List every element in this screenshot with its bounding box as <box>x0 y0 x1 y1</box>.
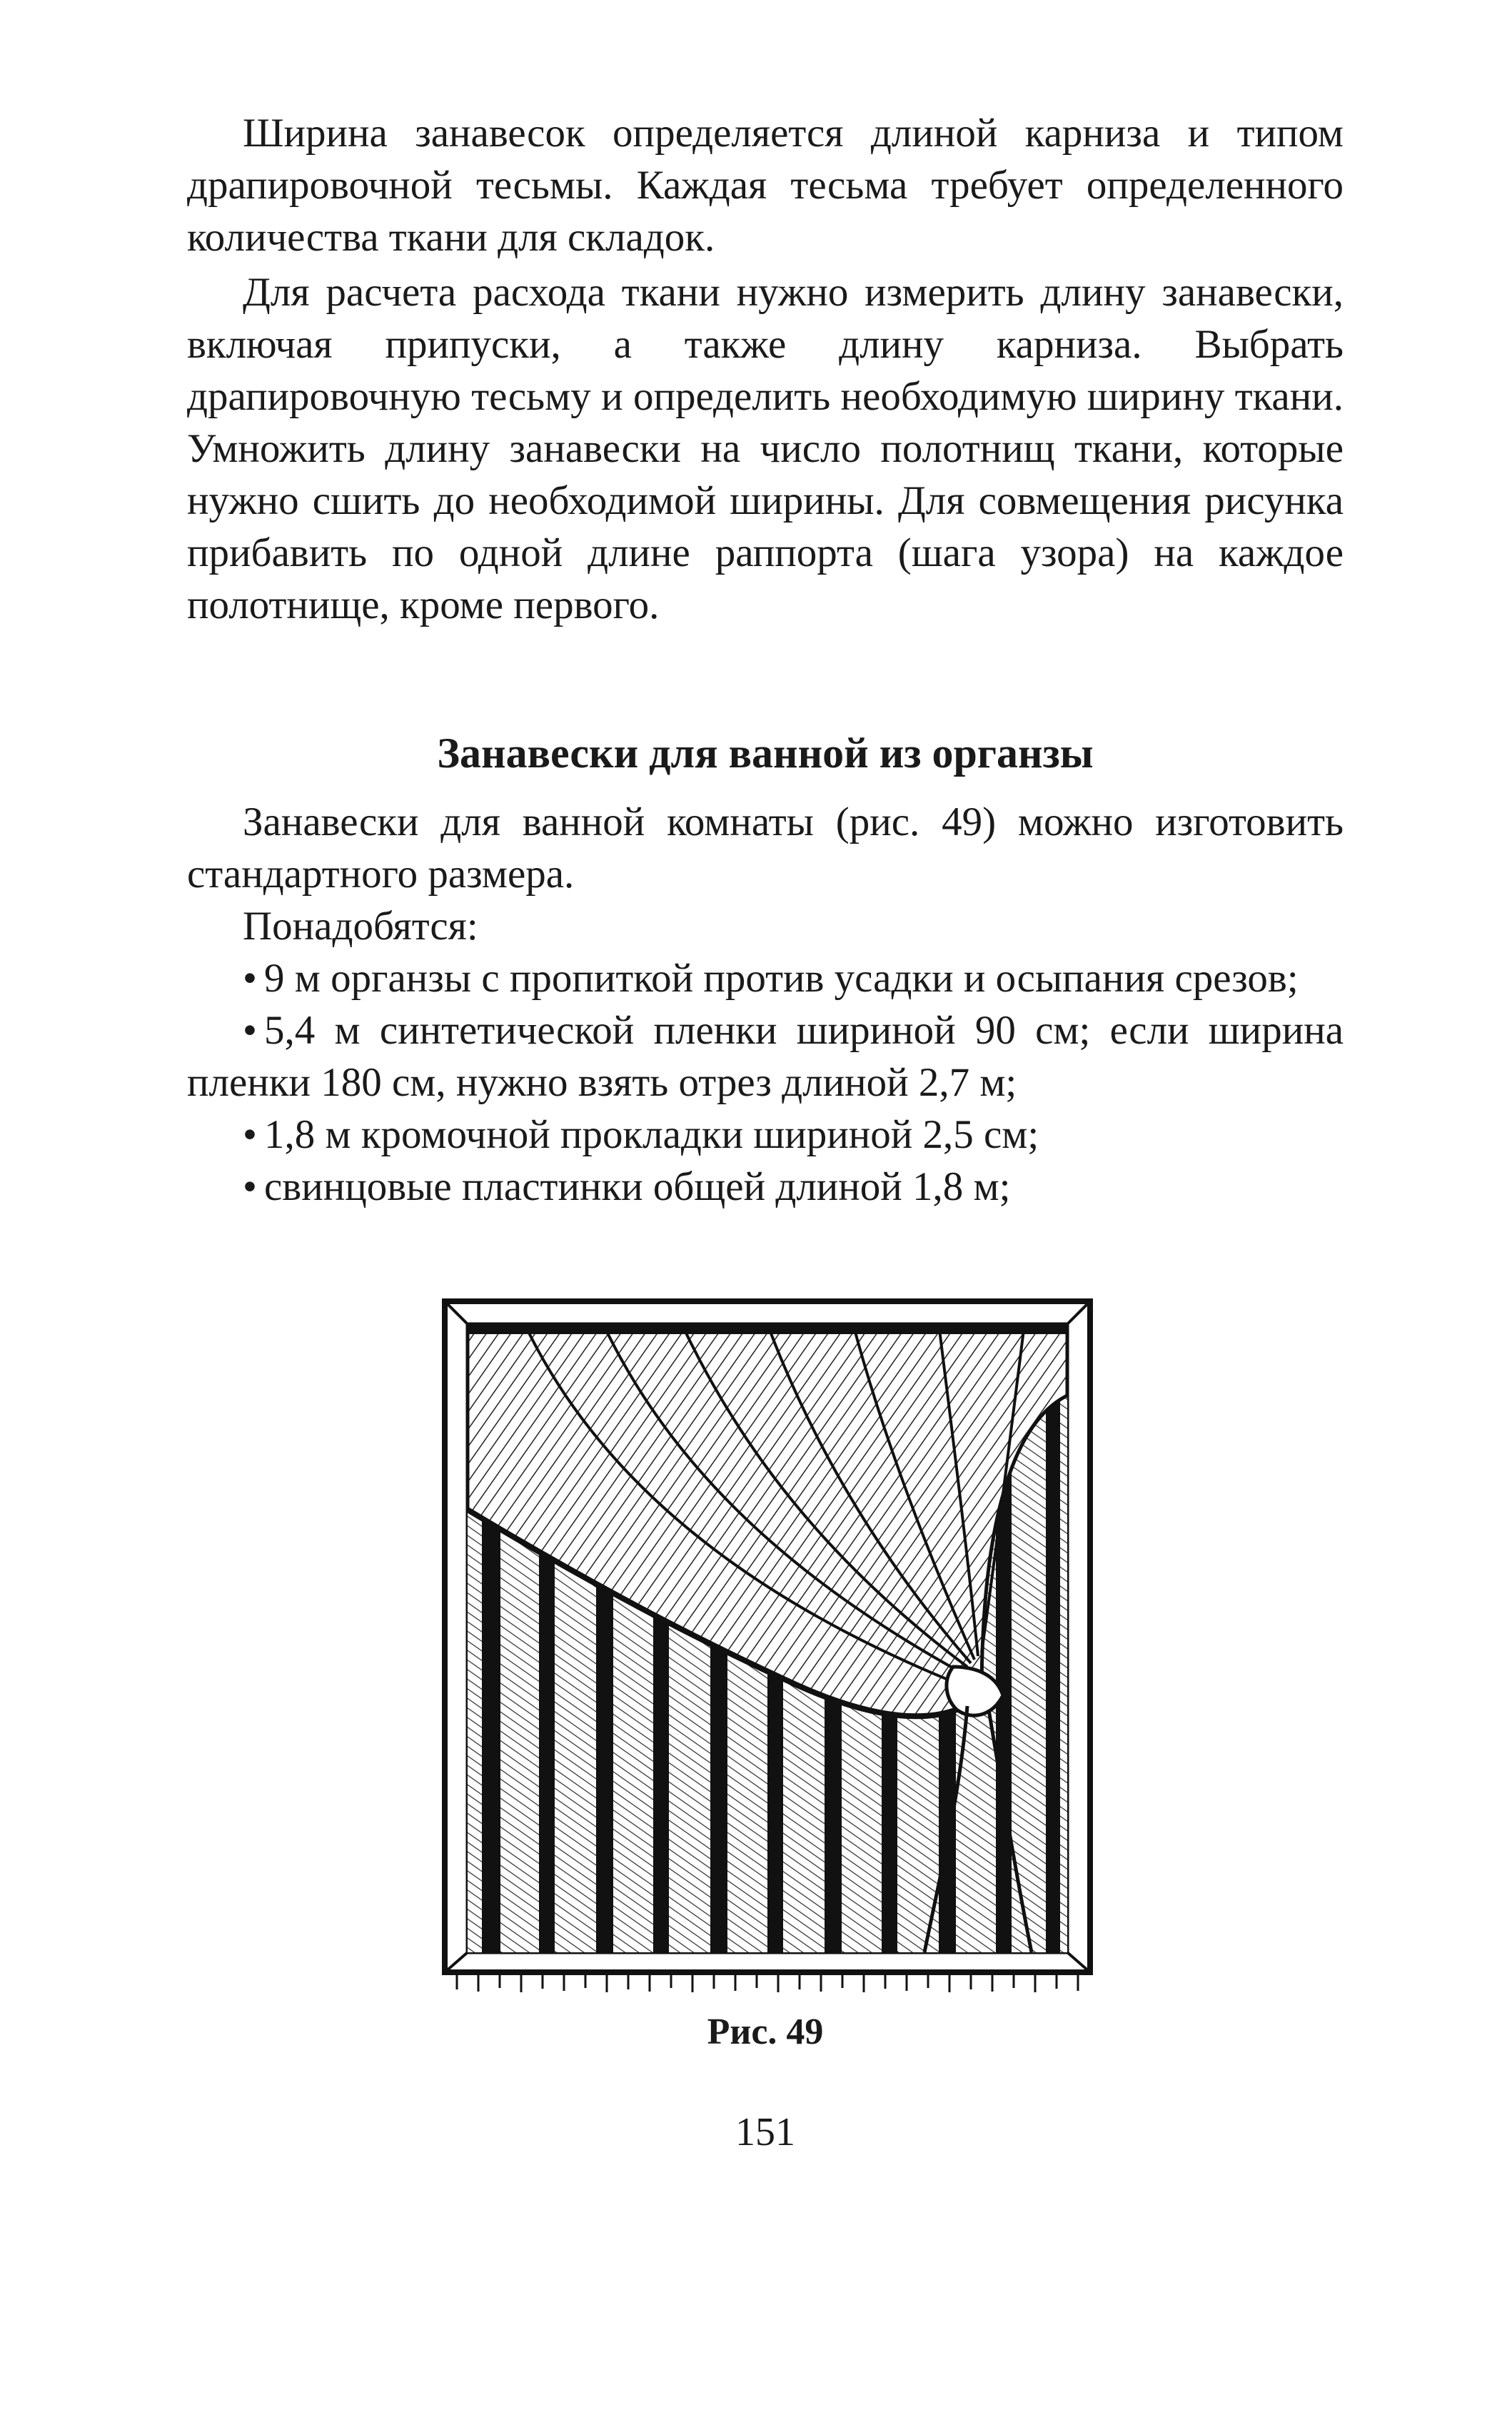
curtain-rod <box>468 1324 1067 1334</box>
fringe-trim <box>457 1974 1078 1992</box>
section-heading: Занавески для ванной из органзы <box>437 730 1094 777</box>
list-item <box>187 1004 1344 1109</box>
page-number: 151 <box>735 2110 795 2154</box>
list-item-text: 9 м органзы с пропиткой против усадки и осыпания срезов; <box>264 956 1299 1001</box>
intro-text <box>187 107 1344 631</box>
list-item <box>187 1109 1344 1161</box>
paragraph: Для расчета расхода ткани нужно измерить длину занавески, включая припуски, а также длину карниза. Выбрать драпировочную тесьму и определить необходимую ширину ткани. Умножить длину занавески на число полотнищ ткани, которые нужно сшить до необходимой ширины. Для совмещения рисунка прибавить по одной длине раппорта (шага узора) на каждое полотнище, кроме первого. <box>187 270 1344 627</box>
bullet-icon: • <box>243 1112 257 1157</box>
bullet-icon: • <box>243 1164 257 1209</box>
paragraph: Занавески для ванной комнаты (рис. 49) можно изготовить стандартного размера. <box>187 799 1344 897</box>
section-text <box>187 796 1344 1213</box>
list-item <box>187 1161 1344 1213</box>
curtain-illustration <box>439 1296 1096 1995</box>
list-item <box>187 952 1344 1004</box>
figure-caption: Рис. 49 <box>707 2012 824 2052</box>
paragraph: Ширина занавесок определяется длиной карниза и типом драпировочной тесьмы. Каждая тесьма требует определенного количества ткани для складок. <box>187 111 1344 260</box>
materials-label: Понадобятся: <box>243 904 478 949</box>
bullet-icon: • <box>243 956 257 1001</box>
list-item-text: свинцовые пластинки общей длиной 1,8 м; <box>264 1164 1011 1209</box>
bullet-icon: • <box>243 1008 257 1053</box>
list-item-text: 1,8 м кромочной прокладки шириной 2,5 см; <box>264 1112 1039 1157</box>
list-item-text: 5,4 м синтетической пленки шириной 90 см; если ширина пленки 180 см, нужно взять отрез длиной 2,7 м; <box>187 1008 1344 1105</box>
materials-list <box>187 952 1344 1213</box>
